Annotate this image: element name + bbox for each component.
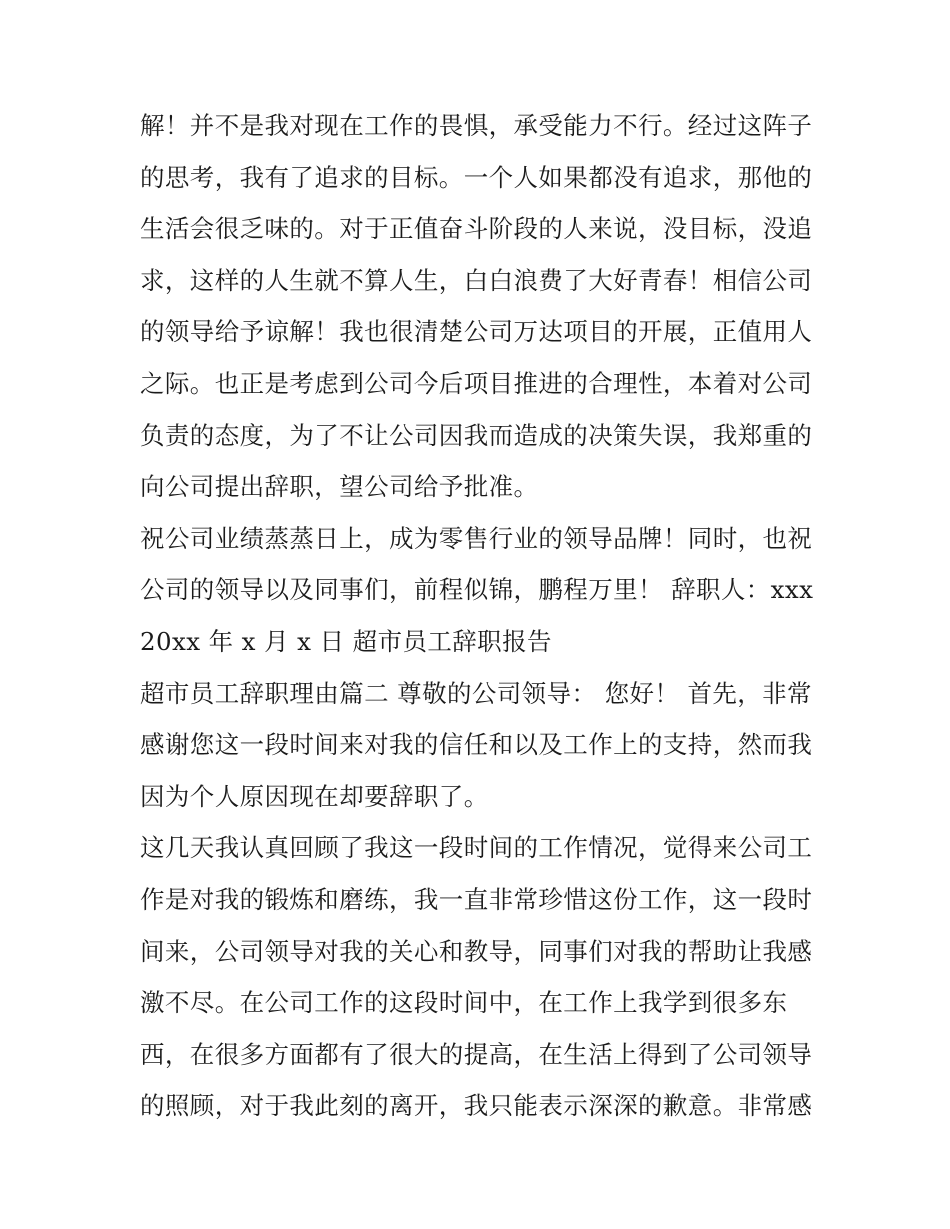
text-line: 因为个人原因现在却要辞职了。 (140, 781, 489, 811)
text-line: 生活会很乏味的。对于正值奋斗阶段的人来说，没目标，没追 (140, 214, 813, 244)
text-line: 之际。也正是考虑到公司今后项目推进的合理性，本着对公司 (140, 368, 813, 398)
document-body (140, 100, 830, 1132)
text-line: 公司的领导以及同事们，前程似锦，鹏程万里！ 辞职人：xxx (140, 575, 814, 605)
text-line: 负责的态度，为了不让公司因我而造成的决策失误，我郑重的 (140, 420, 813, 450)
text-line: 20xx 年 x 月 x 日 超市员工辞职报告 (140, 626, 552, 656)
text-line: 的照顾，对于我此刻的离开，我只能表示深深的歉意。非常感 (140, 1091, 813, 1121)
text-line: 的思考，我有了追求的目标。一个人如果都没有追求，那他的 (140, 162, 813, 192)
text-line: 西，在很多方面都有了很大的提高，在生活上得到了公司领导 (140, 1039, 813, 1069)
text-line: 间来，公司领导对我的关心和教导，同事们对我的帮助让我感 (140, 936, 813, 966)
text-line: 解！并不是我对现在工作的畏惧，承受能力不行。经过这阵子 (140, 111, 813, 140)
text-line: 这几天我认真回顾了我这一段时间的工作情况，觉得来公司工 (140, 833, 813, 863)
text-line: 的领导给予谅解！我也很清楚公司万达项目的开展，正值用人 (140, 317, 813, 347)
text-line: 祝公司业绩蒸蒸日上，成为零售行业的领导品牌！同时，也祝 (140, 523, 813, 553)
text-line: 激不尽。在公司工作的这段时间中，在工作上我学到很多东 (140, 988, 788, 1018)
text-line: 作是对我的锻炼和磨练，我一直非常珍惜这份工作，这一段时 (140, 884, 813, 914)
text-line: 感谢您这一段时间来对我的信任和以及工作上的支持，然而我 (140, 730, 813, 760)
text-line: 求，这样的人生就不算人生，白白浪费了大好青春！相信公司 (140, 265, 813, 295)
text-line: 向公司提出辞职，望公司给予批准。 (140, 472, 539, 502)
text-line: 超市员工辞职理由篇二 尊敬的公司领导： 您好！ 首先，非常 (140, 678, 812, 708)
